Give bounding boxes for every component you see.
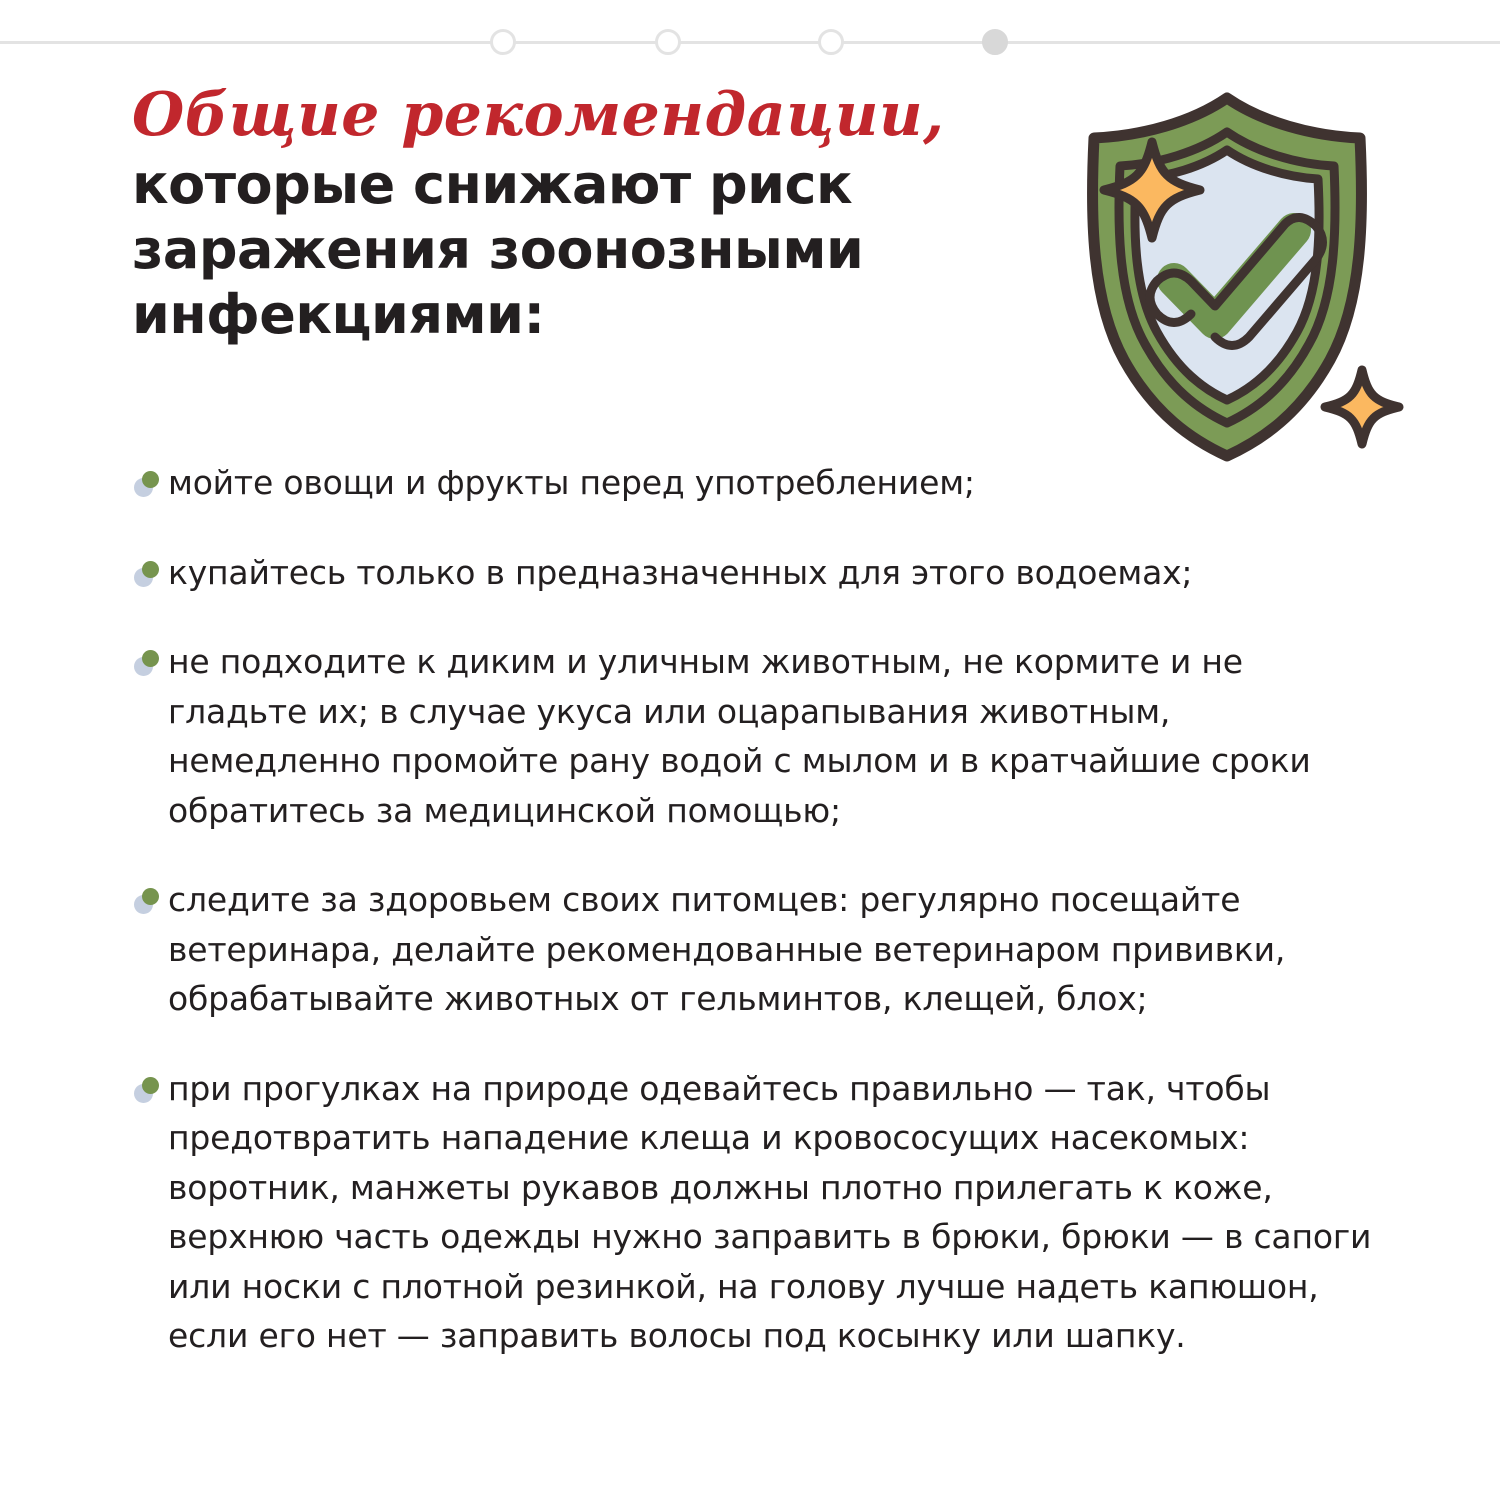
page-title-main: которые снижают риск заражения зоонозными инфекциями: [132, 153, 864, 346]
bullet-icon [134, 471, 164, 501]
bullet-icon [134, 650, 164, 680]
list-item-text: при прогулках на природе одевайтесь правильно — так, чтобы предотвратить нападение клеща и кровососущих насекомых: воротник, манжеты рукавов должны плотно прилегать к коже, верхнюю часть одежды нужно заправить в брюки, брюки — в сапоги или носки с плотной резинкой, на голову лучше надеть капюшон, если его нет — заправить волосы под косынку или шапку. [168, 1068, 1372, 1355]
list-item-text: мойте овощи и фрукты перед употреблением; [168, 463, 975, 502]
progress-track [0, 41, 1500, 44]
list-item [128, 548, 1378, 598]
shield-check-icon [1032, 70, 1422, 470]
page-title [132, 82, 992, 348]
bullet-icon [134, 888, 164, 918]
list-item [128, 458, 1378, 508]
bullet-icon [134, 561, 164, 591]
list-item [128, 875, 1378, 1024]
step-dot-2[interactable] [655, 29, 681, 55]
step-dot-1[interactable] [490, 29, 516, 55]
progress-bar [0, 0, 1500, 80]
step-dot-4[interactable] [982, 29, 1008, 55]
step-dot-3[interactable] [818, 29, 844, 55]
list-item-text: купайтесь только в предназначенных для этого водоемах; [168, 552, 1193, 592]
bullet-icon [134, 1077, 164, 1107]
page-title-script: Общие рекомендации, [132, 80, 945, 150]
list-item [128, 1064, 1378, 1361]
list-item [128, 637, 1378, 835]
list-item-text: следите за здоровьем своих питомцев: регулярно посещайте ветеринара, делайте рекомендованные ветеринаром прививки, обрабатывайте животных от гельминтов, клещей, блох; [168, 880, 1286, 1018]
list-item-text: не подходите к диким и уличным животным, не кормите и не гладьте их; в случае укуса или оцарапывания животным, немедленно промойте рану водой с мылом и в кратчайшие сроки обратитесь за медицинской помощью; [168, 642, 1311, 830]
recommendations-list [128, 458, 1378, 1361]
